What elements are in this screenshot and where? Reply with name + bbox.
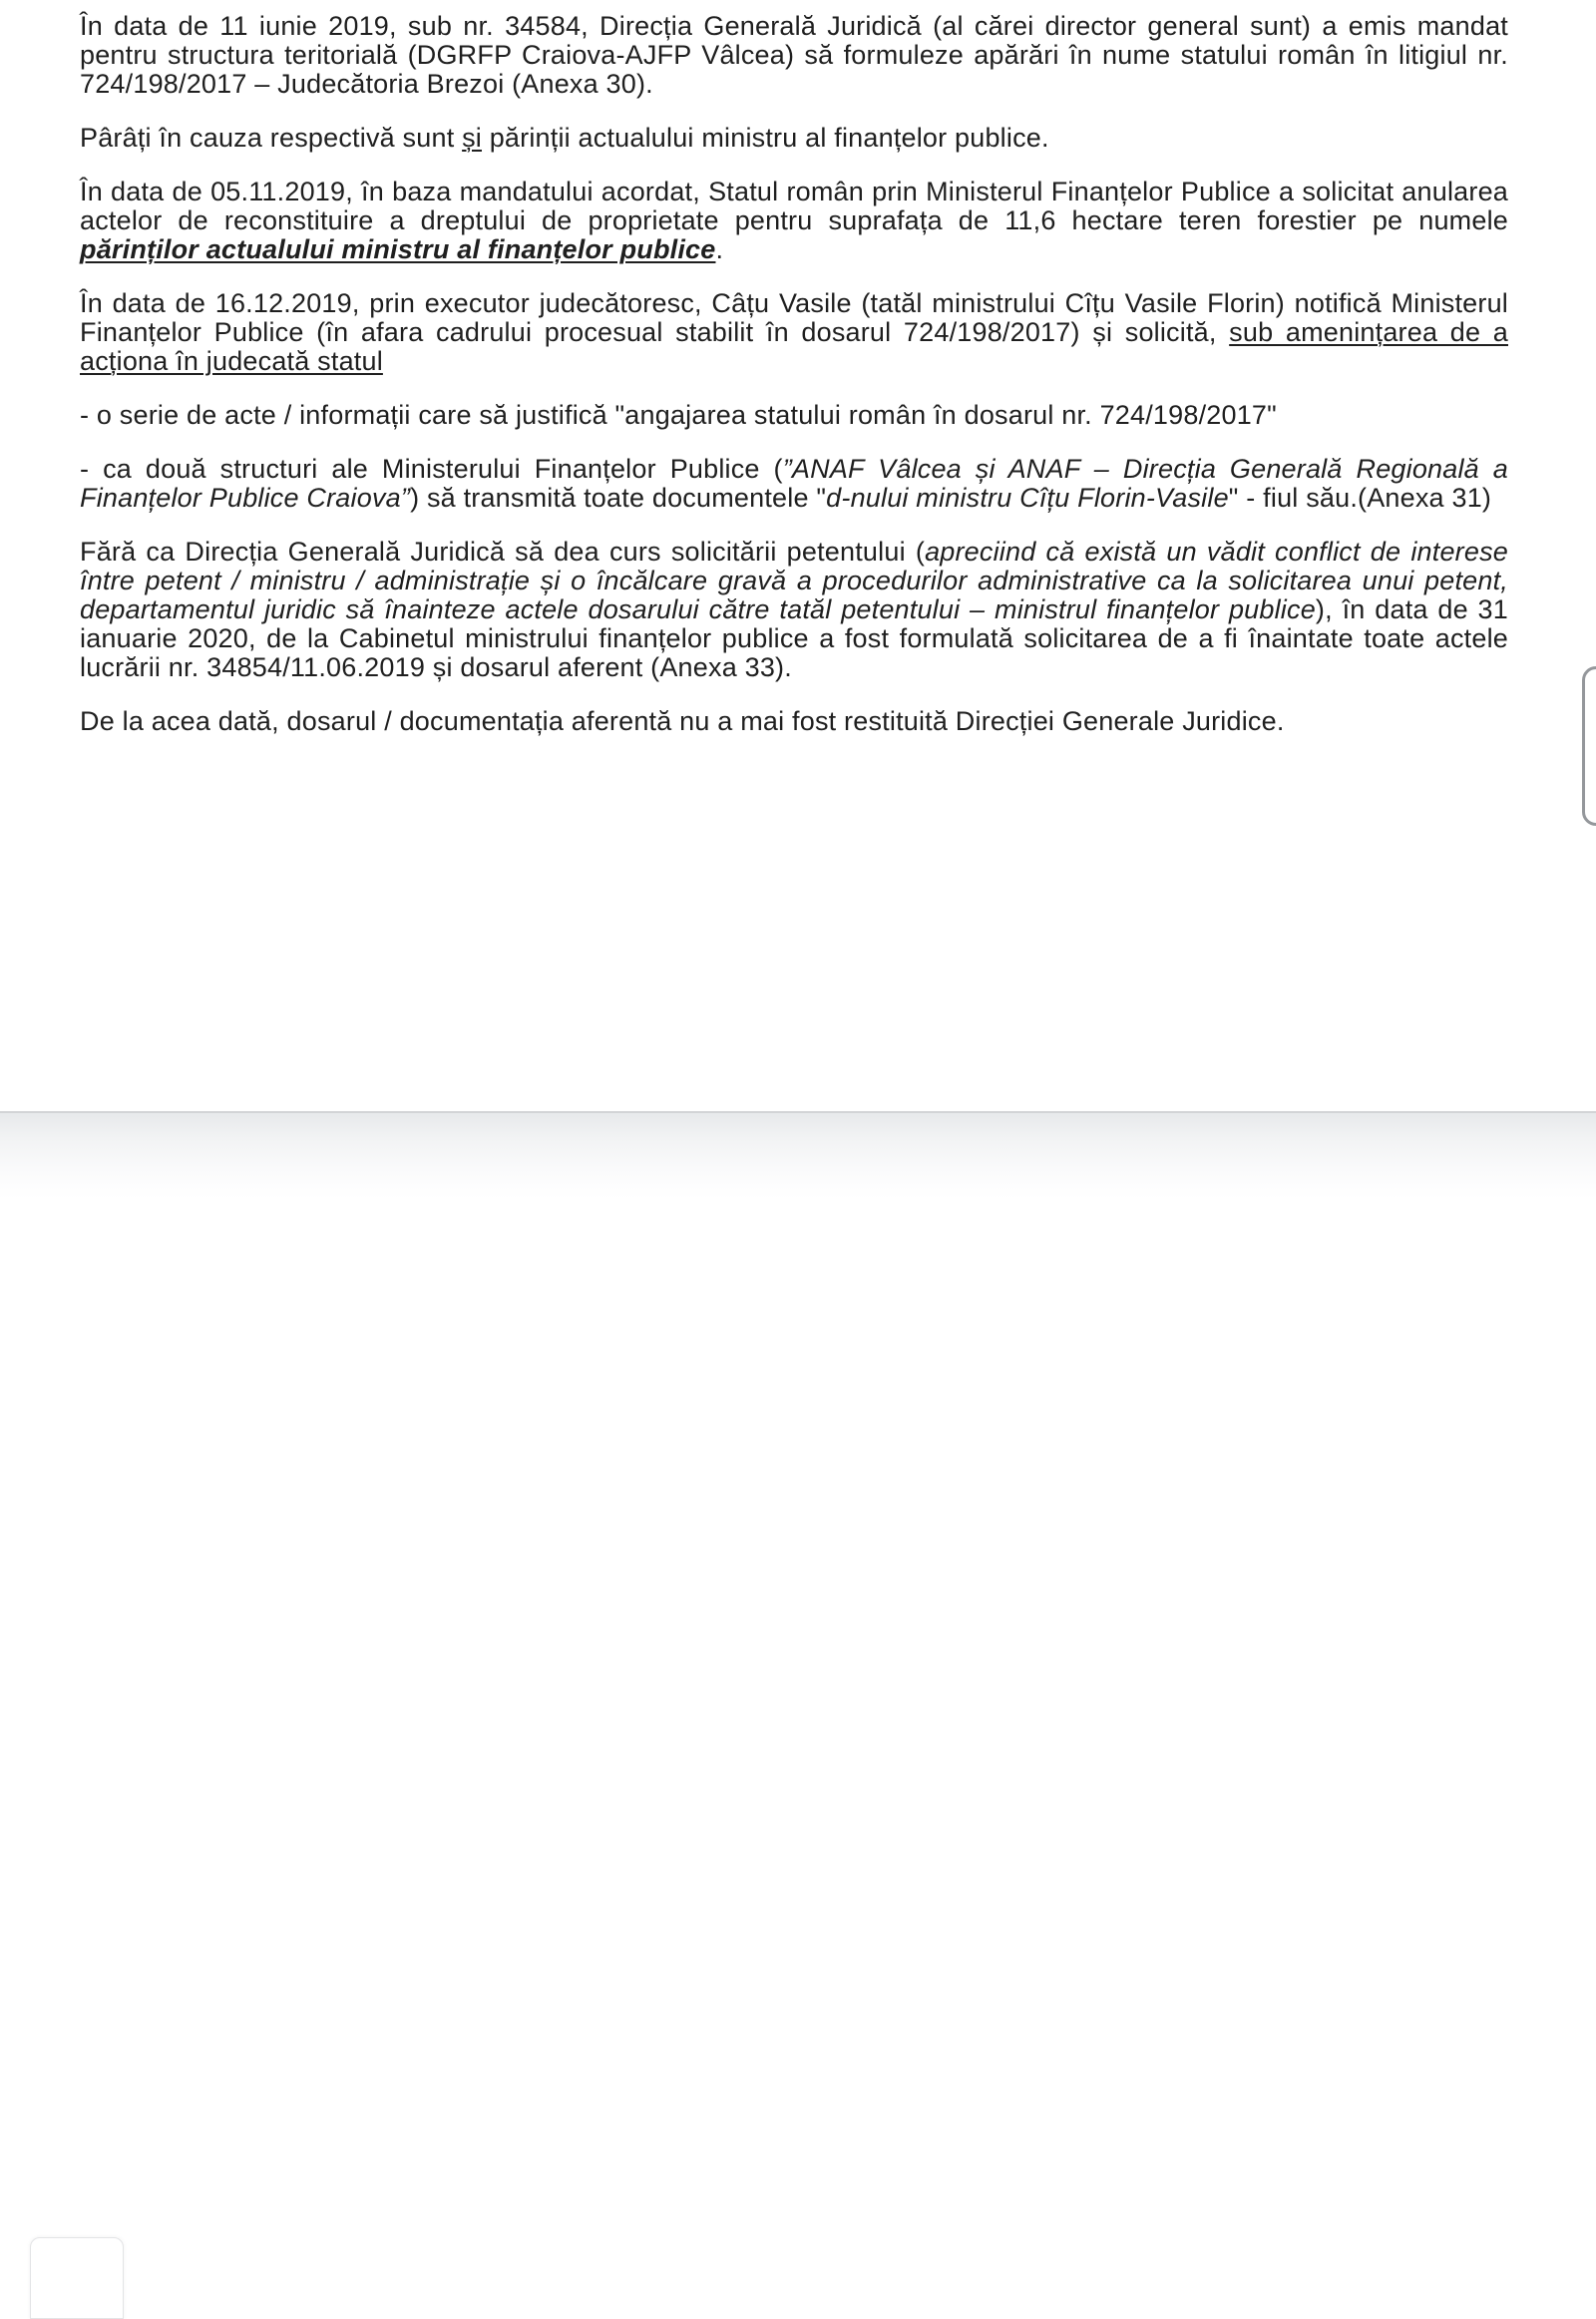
text-run: și — [462, 123, 483, 153]
viewer-bottom-bar — [0, 1111, 1596, 1199]
text-run: părinții actualului ministru al finanțelor publice. — [482, 123, 1049, 153]
scrollbar-thumb[interactable] — [1582, 666, 1596, 826]
text-run: părinților actualului ministru al finanțelor publice — [80, 234, 716, 264]
paragraph — [80, 12, 1508, 99]
paragraph — [80, 124, 1508, 153]
bottom-bar-button[interactable] — [30, 2237, 124, 2319]
paragraph — [80, 707, 1508, 736]
text-run: În data de 05.11.2019, în baza mandatului acordat, Statul român prin Ministerul Finanțelor Publice a solicitat anularea actelor de reconstituire a dreptului de proprietate pentru suprafața de 11,6 hectare teren forestier pe numele — [80, 177, 1508, 235]
text-run: În data de 11 iunie 2019, sub nr. 34584, Direcția Generală Juridică (al cărei director general sunt) a emis mandat pentru structura teritorială (DGRFP Craiova-AJFP Vâlcea) să formuleze apărări în nume statului român în litigiul nr. 724/198/2017 – Judecătoria Brezoi (Anexa 30). — [80, 11, 1508, 99]
paragraph — [80, 401, 1508, 430]
text-run: - ca două structuri ale Ministerului Finanțelor Publice ( — [80, 454, 783, 484]
text-run: ) să transmită toate documentele " — [410, 483, 827, 513]
text-run: d-nului ministru Cîțu Florin-Vasile — [826, 483, 1229, 513]
text-run: În data de 16.12.2019, prin executor judecătoresc, Câțu Vasile (tatăl ministrului Cîțu Vasile Florin) notifică Ministerul Finanțelor Publice (în afara cadrului procesual stabilit în dosarul 724/198/2017) și solicită, — [80, 288, 1508, 347]
text-run: Fără ca Direcția Generală Juridică să dea curs solicitării petentului ( — [80, 537, 926, 567]
text-run: Pârâți în cauza respectivă sunt — [80, 123, 463, 153]
document-text — [80, 12, 1508, 761]
paragraph — [80, 289, 1508, 376]
paragraph — [80, 538, 1508, 682]
paragraph — [80, 178, 1508, 264]
text-run: ”ANAF Vâlcea și ANAF – Direcția Generală Regională a Finanțelor Publice Craiova” — [80, 454, 1508, 513]
text-run: apreciind că există un vădit conflict de interese între petent / ministru / administrație și o încălcare gravă a procedurilor administrative ca la solicitarea unui petent, departamentul juridic să înainteze actele dosarului către tatăl petentului – ministrul finanțelor publice — [80, 537, 1508, 624]
text-run: De la acea dată, dosarul / documentația aferentă nu a mai fost restituită Direcției Generale Juridice. — [80, 706, 1285, 736]
text-run: - o serie de acte / informații care să justifică "angajarea statului român în dosarul nr. 724/198/2017" — [80, 400, 1277, 430]
text-run: sub amenințarea de a acționa în judecată statul — [80, 317, 1508, 376]
paragraph — [80, 455, 1508, 513]
text-run: ), în data de 31 ianuarie 2020, de la Cabinetul ministrului finanțelor publice a fost formulată solicitarea de a fi înaintate toate actele lucrării nr. 34854/11.06.2019 și dosarul aferent (Anexa 33). — [80, 594, 1508, 682]
text-run: . — [715, 234, 724, 264]
text-run: " - fiul său.(Anexa 31) — [1228, 483, 1492, 513]
